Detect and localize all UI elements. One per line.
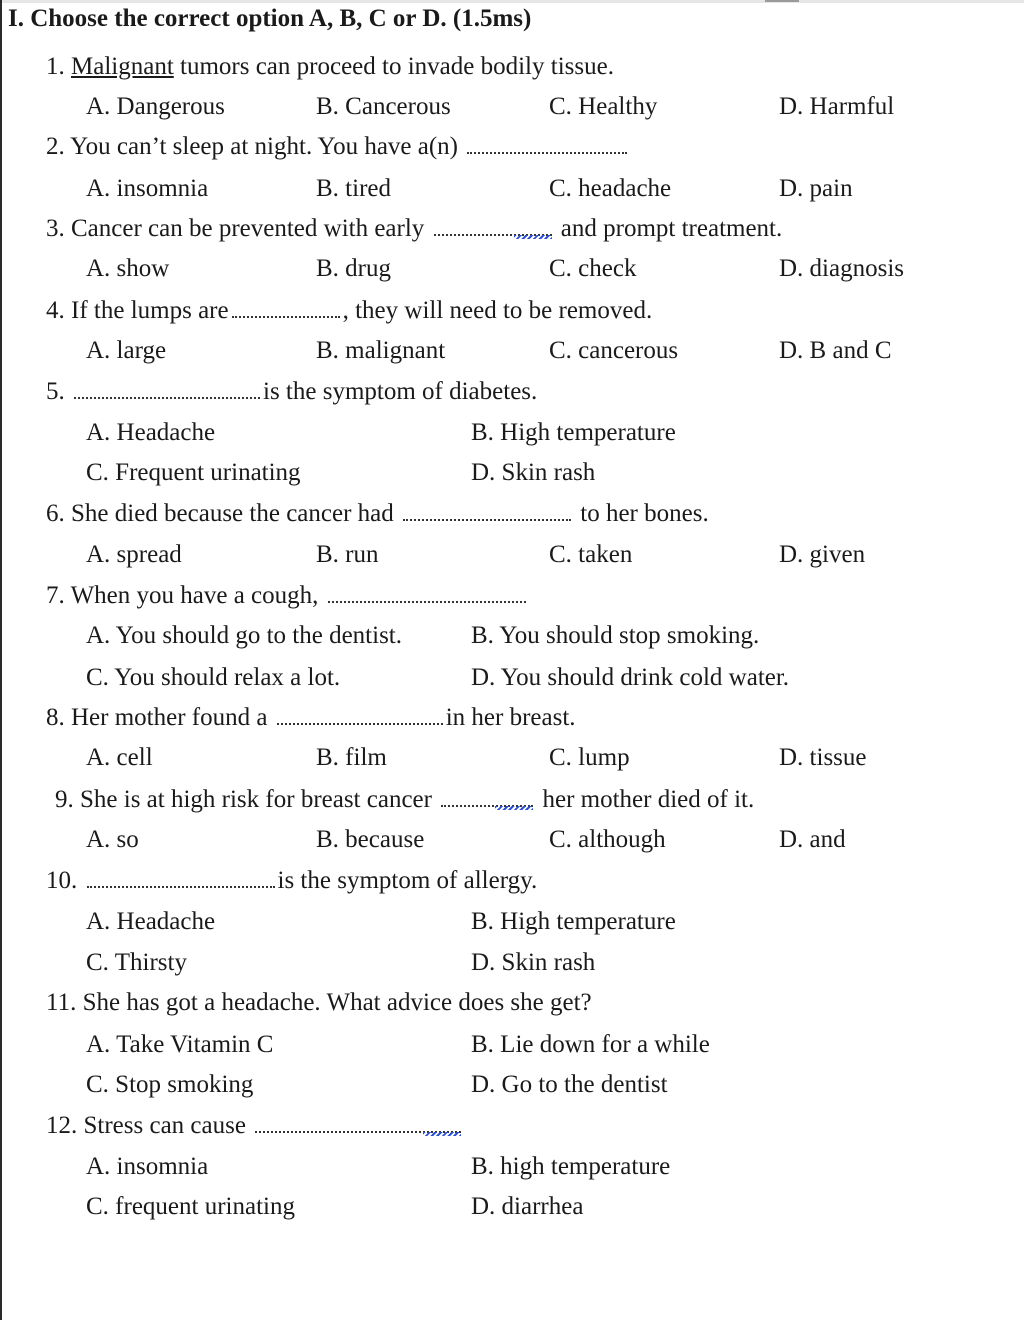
question-number: 9.: [55, 786, 74, 813]
question-text: is the symptom of allergy.: [277, 867, 538, 894]
option-5d[interactable]: D. Skin rash: [471, 459, 596, 486]
option-10c[interactable]: C. Thirsty: [86, 949, 187, 976]
option-3c[interactable]: C. check: [549, 255, 637, 282]
question-5: [46, 375, 537, 409]
option-9a[interactable]: A. so: [86, 826, 139, 853]
option-11d[interactable]: D. Go to the dentist: [471, 1071, 668, 1098]
option-1a[interactable]: A. Dangerous: [86, 93, 225, 120]
option-3a[interactable]: A. show: [86, 255, 170, 282]
answer-blank[interactable]: [255, 1111, 461, 1133]
option-3d[interactable]: D. diagnosis: [779, 255, 904, 282]
question-text: is the symptom of diabetes.: [263, 378, 538, 405]
question-text-end: and prompt treatment.: [560, 215, 783, 242]
question-number: 7.: [46, 582, 65, 609]
question-number: 10.: [46, 867, 78, 894]
option-8a[interactable]: A. cell: [86, 744, 153, 771]
option-11c[interactable]: C. Stop smoking: [86, 1071, 254, 1098]
left-border: [0, 0, 2, 1320]
option-9d[interactable]: D. and: [779, 826, 846, 853]
question-text: When you have a cough,: [70, 582, 319, 609]
option-9b[interactable]: B. because: [316, 826, 425, 853]
question-number: 3.: [46, 215, 65, 242]
option-1b[interactable]: B. Cancerous: [316, 93, 451, 120]
answer-blank[interactable]: [232, 296, 340, 318]
answer-blank[interactable]: [87, 866, 275, 888]
question-7: [46, 579, 529, 613]
option-8b[interactable]: B. film: [316, 744, 387, 771]
option-12c[interactable]: C. frequent urinating: [86, 1193, 295, 1220]
question-number: 6.: [46, 500, 65, 527]
option-3b[interactable]: B. drug: [316, 255, 391, 282]
question-text: She died because the cancer had: [71, 500, 394, 527]
question-text-end: , they will need to be removed.: [342, 297, 653, 324]
section-heading: I. Choose the correct option A, B, C or D. (1.5ms): [8, 5, 532, 32]
option-2a[interactable]: A. insomnia: [86, 175, 209, 202]
option-8c[interactable]: C. lump: [549, 744, 630, 771]
option-9c[interactable]: C. although: [549, 826, 666, 853]
option-1d[interactable]: D. Harmful: [779, 93, 895, 120]
answer-blank[interactable]: [403, 499, 571, 521]
option-2d[interactable]: D. pain: [779, 175, 853, 202]
question-text: tumors can proceed to invade bodily tissue.: [180, 53, 614, 80]
option-2c[interactable]: C. headache: [549, 175, 672, 202]
answer-blank[interactable]: [277, 703, 443, 725]
question-number: 2.: [46, 133, 65, 160]
option-4a[interactable]: A. large: [86, 337, 167, 364]
question-2: [46, 130, 630, 164]
question-text: She has got a headache. What advice does she get?: [82, 989, 592, 1016]
option-6c[interactable]: C. taken: [549, 541, 633, 568]
question-number: 8.: [46, 704, 65, 731]
option-7c[interactable]: C. You should relax a lot.: [86, 664, 341, 691]
question-number: 11.: [46, 989, 77, 1016]
option-5c[interactable]: C. Frequent urinating: [86, 459, 301, 486]
question-text: She is at high risk for breast cancer: [80, 786, 432, 813]
question-text-end: to her bones.: [580, 500, 709, 527]
question-number: 1.: [46, 53, 65, 80]
option-4b[interactable]: B. malignant: [316, 337, 446, 364]
question-3: [46, 212, 782, 246]
option-11a[interactable]: A. Take Vitamin C: [86, 1031, 274, 1058]
option-6b[interactable]: B. run: [316, 541, 379, 568]
option-8d[interactable]: D. tissue: [779, 744, 867, 771]
question-text-end: her mother died of it.: [542, 786, 755, 813]
option-12d[interactable]: D. diarrhea: [471, 1193, 584, 1220]
option-5b[interactable]: B. High temperature: [471, 419, 676, 446]
question-text: Cancer can be prevented with early: [71, 215, 425, 242]
option-2b[interactable]: B. tired: [316, 175, 391, 202]
answer-blank[interactable]: [441, 785, 533, 807]
option-6a[interactable]: A. spread: [86, 541, 182, 568]
option-4d[interactable]: D. B and C: [779, 337, 892, 364]
option-11b[interactable]: B. Lie down for a while: [471, 1031, 710, 1058]
question-6: [46, 497, 709, 531]
question-9: [55, 783, 754, 817]
option-10a[interactable]: A. Headache: [86, 908, 216, 935]
option-4c[interactable]: C. cancerous: [549, 337, 679, 364]
question-12: [46, 1109, 464, 1143]
question-text: You can’t sleep at night. You have a(n): [70, 133, 459, 160]
top-mark: [765, 0, 799, 2]
answer-blank[interactable]: [74, 377, 260, 399]
answer-blank[interactable]: [467, 132, 627, 154]
option-7a[interactable]: A. You should go to the dentist.: [86, 622, 403, 649]
option-5a[interactable]: A. Headache: [86, 419, 216, 446]
question-number: 4.: [46, 297, 65, 324]
question-text: Her mother found a: [71, 704, 268, 731]
question-11: [46, 986, 592, 1020]
option-1c[interactable]: C. Healthy: [549, 93, 658, 120]
option-6d[interactable]: D. given: [779, 541, 866, 568]
question-1: [46, 50, 614, 84]
question-text-end: in her breast.: [445, 704, 576, 731]
option-12b[interactable]: B. high temperature: [471, 1153, 671, 1180]
option-10b[interactable]: B. High temperature: [471, 908, 676, 935]
question-4: [46, 294, 652, 328]
answer-blank[interactable]: [434, 214, 552, 236]
question-10: [46, 864, 537, 898]
option-12a[interactable]: A. insomnia: [86, 1153, 209, 1180]
question-text: Stress can cause: [83, 1112, 246, 1139]
answer-blank[interactable]: [328, 581, 526, 603]
question-text: If the lumps are: [71, 297, 229, 324]
option-7b[interactable]: B. You should stop smoking.: [471, 622, 760, 649]
underlined-word: Malignant: [71, 53, 174, 80]
option-10d[interactable]: D. Skin rash: [471, 949, 596, 976]
question-number: 5.: [46, 378, 65, 405]
option-7d[interactable]: D. You should drink cold water.: [471, 664, 790, 691]
question-8: [46, 701, 576, 735]
question-number: 12.: [46, 1112, 78, 1139]
